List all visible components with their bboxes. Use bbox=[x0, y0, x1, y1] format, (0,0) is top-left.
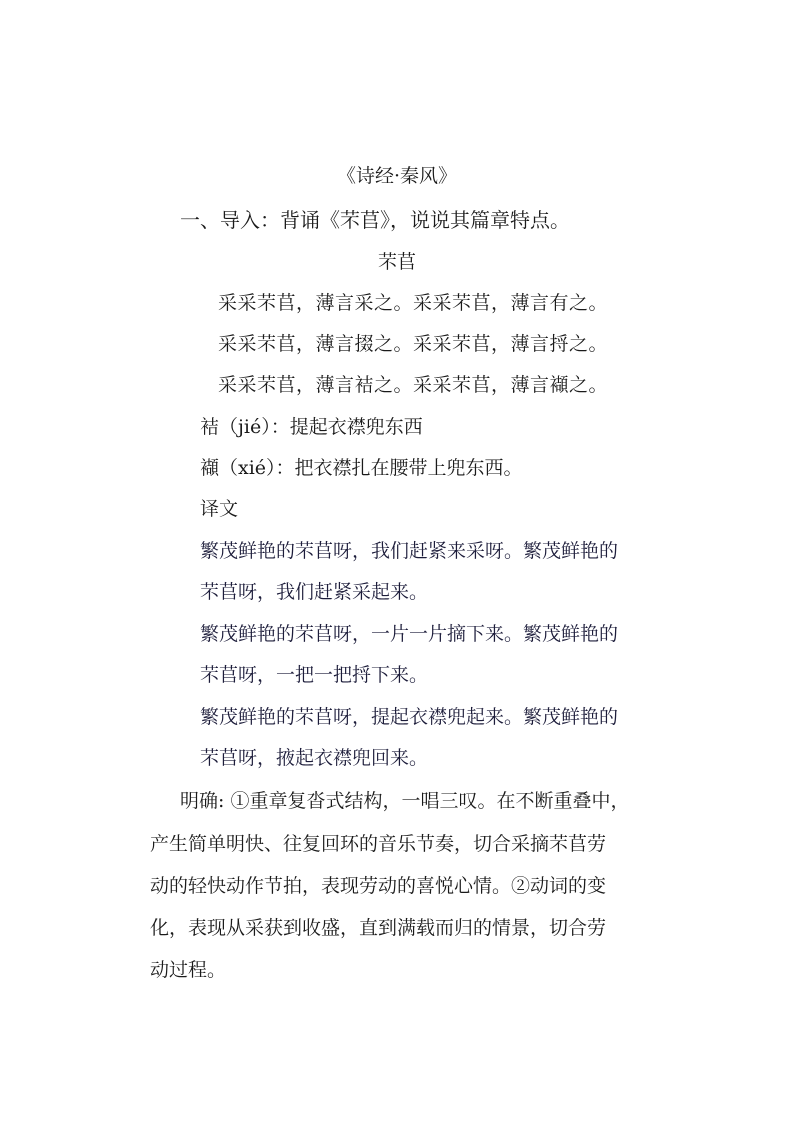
annotation-note: 袺（jié）：提起衣襟兜东西 bbox=[200, 416, 423, 438]
analysis-line: 动的轻快动作节拍，表现劳动的喜悦心情。②动词的变 bbox=[150, 875, 607, 897]
translation-heading: 译文 bbox=[200, 498, 239, 520]
intro-line: 一、导入：背诵《芣苢》，说说其篇章特点。 bbox=[180, 208, 570, 232]
analysis-line: 化，表现从采获到收盛，直到满载而归的情景，切合劳 bbox=[150, 917, 607, 939]
poem-line: 采采芣苢，薄言采之。采采芣苢，薄言有之。 bbox=[218, 292, 609, 314]
translation-line: 繁茂鲜艳的芣苢呀，我们赶紧来采呀。繁茂鲜艳的 bbox=[200, 540, 619, 562]
analysis-line: 明确: ①重章复沓式结构，一唱三叹。在不断重叠中， bbox=[180, 790, 630, 812]
document-title: 《诗经·秦风》 bbox=[336, 165, 458, 187]
poem-line: 采采芣苢，薄言袺之。采采芣苢，薄言襭之。 bbox=[218, 374, 609, 396]
translation-line: 繁茂鲜艳的芣苢呀，提起衣襟兜起来。繁茂鲜艳的 bbox=[200, 706, 619, 728]
translation-line: 芣苢呀，一把一把捋下来。 bbox=[200, 664, 429, 686]
annotation-note: 襭（xié）：把衣襟扎在腰带上兜东西。 bbox=[200, 457, 523, 479]
poem-line: 采采芣苢，薄言掇之。采采芣苢，薄言捋之。 bbox=[218, 333, 609, 355]
translation-line: 芣苢呀，掖起衣襟兜回来。 bbox=[200, 747, 429, 769]
translation-line: 繁茂鲜艳的芣苢呀，一片一片摘下来。繁茂鲜艳的 bbox=[200, 623, 619, 645]
analysis-line: 产生简单明快、往复回环的音乐节奏，切合采摘芣苢劳 bbox=[150, 833, 607, 855]
translation-line: 芣苢呀，我们赶紧采起来。 bbox=[200, 581, 429, 603]
analysis-line: 动过程。 bbox=[150, 959, 227, 981]
poem-title: 芣苢 bbox=[377, 251, 416, 273]
